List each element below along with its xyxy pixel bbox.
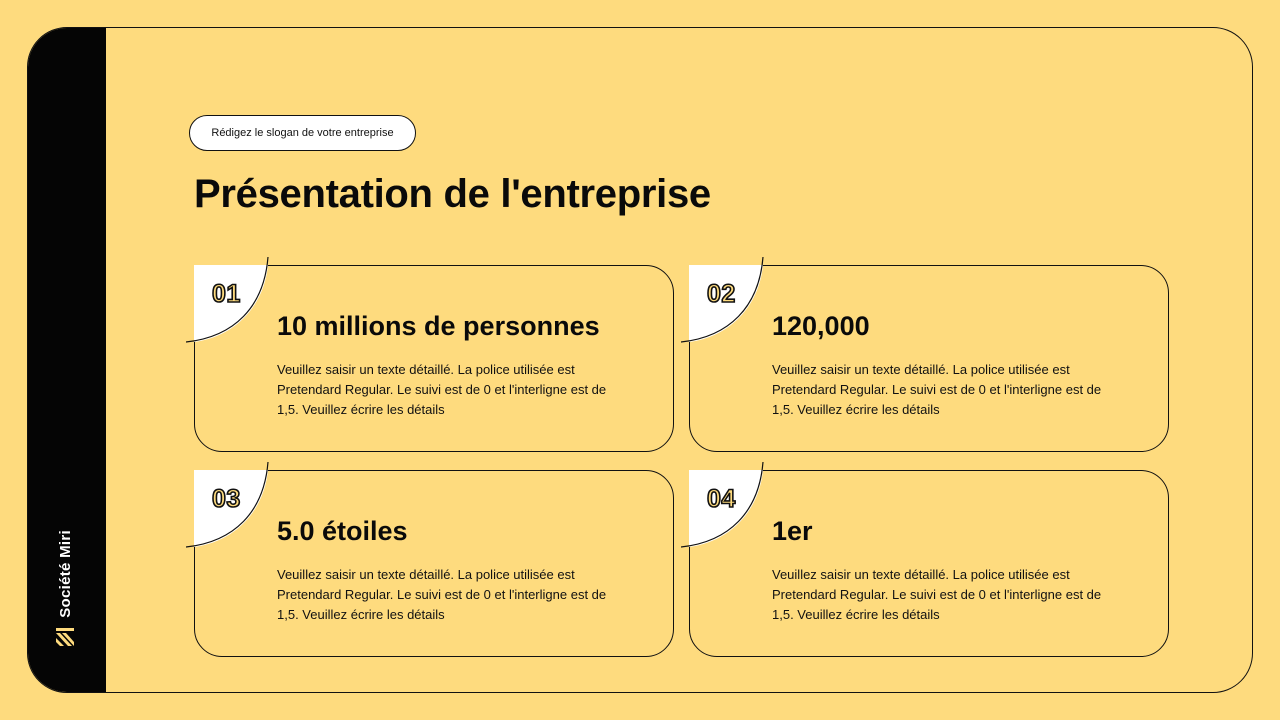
card-heading: 120,000 bbox=[772, 311, 870, 341]
card-heading: 5.0 étoiles bbox=[277, 516, 408, 546]
card-description: Veuillez saisir un texte détaillé. La police utilisée est Pretendard Regular. Le suivi est de 0 et l'interligne est de 1,5. Veuillez écrire les détails bbox=[772, 567, 1102, 622]
card-number: 04 bbox=[707, 485, 736, 513]
sidebar bbox=[28, 28, 106, 692]
feature-card bbox=[689, 470, 1169, 657]
feature-card bbox=[194, 265, 674, 452]
brand-name: Société Miri bbox=[56, 530, 74, 618]
card-description: Veuillez saisir un texte détaillé. La police utilisée est Pretendard Regular. Le suivi est de 0 et l'interligne est de 1,5. Veuillez écrire les détails bbox=[772, 362, 1102, 417]
feature-card bbox=[689, 265, 1169, 452]
card-number: 02 bbox=[707, 280, 736, 308]
card-description: Veuillez saisir un texte détaillé. La police utilisée est Pretendard Regular. Le suivi est de 0 et l'interligne est de 1,5. Veuillez écrire les détails bbox=[277, 362, 607, 417]
card-heading: 10 millions de personnes bbox=[277, 311, 600, 341]
card-heading: 1er bbox=[772, 516, 813, 546]
page-title: Présentation de l'entreprise bbox=[194, 172, 711, 216]
slogan-pill: Rédigez le slogan de votre entreprise bbox=[189, 115, 416, 151]
card-number: 03 bbox=[212, 485, 241, 513]
card-description: Veuillez saisir un texte détaillé. La police utilisée est Pretendard Regular. Le suivi est de 0 et l'interligne est de 1,5. Veuillez écrire les détails bbox=[277, 567, 607, 622]
feature-card bbox=[194, 470, 674, 657]
brand bbox=[56, 530, 74, 646]
card-number: 01 bbox=[212, 280, 241, 308]
brand-logo-icon bbox=[56, 628, 74, 646]
